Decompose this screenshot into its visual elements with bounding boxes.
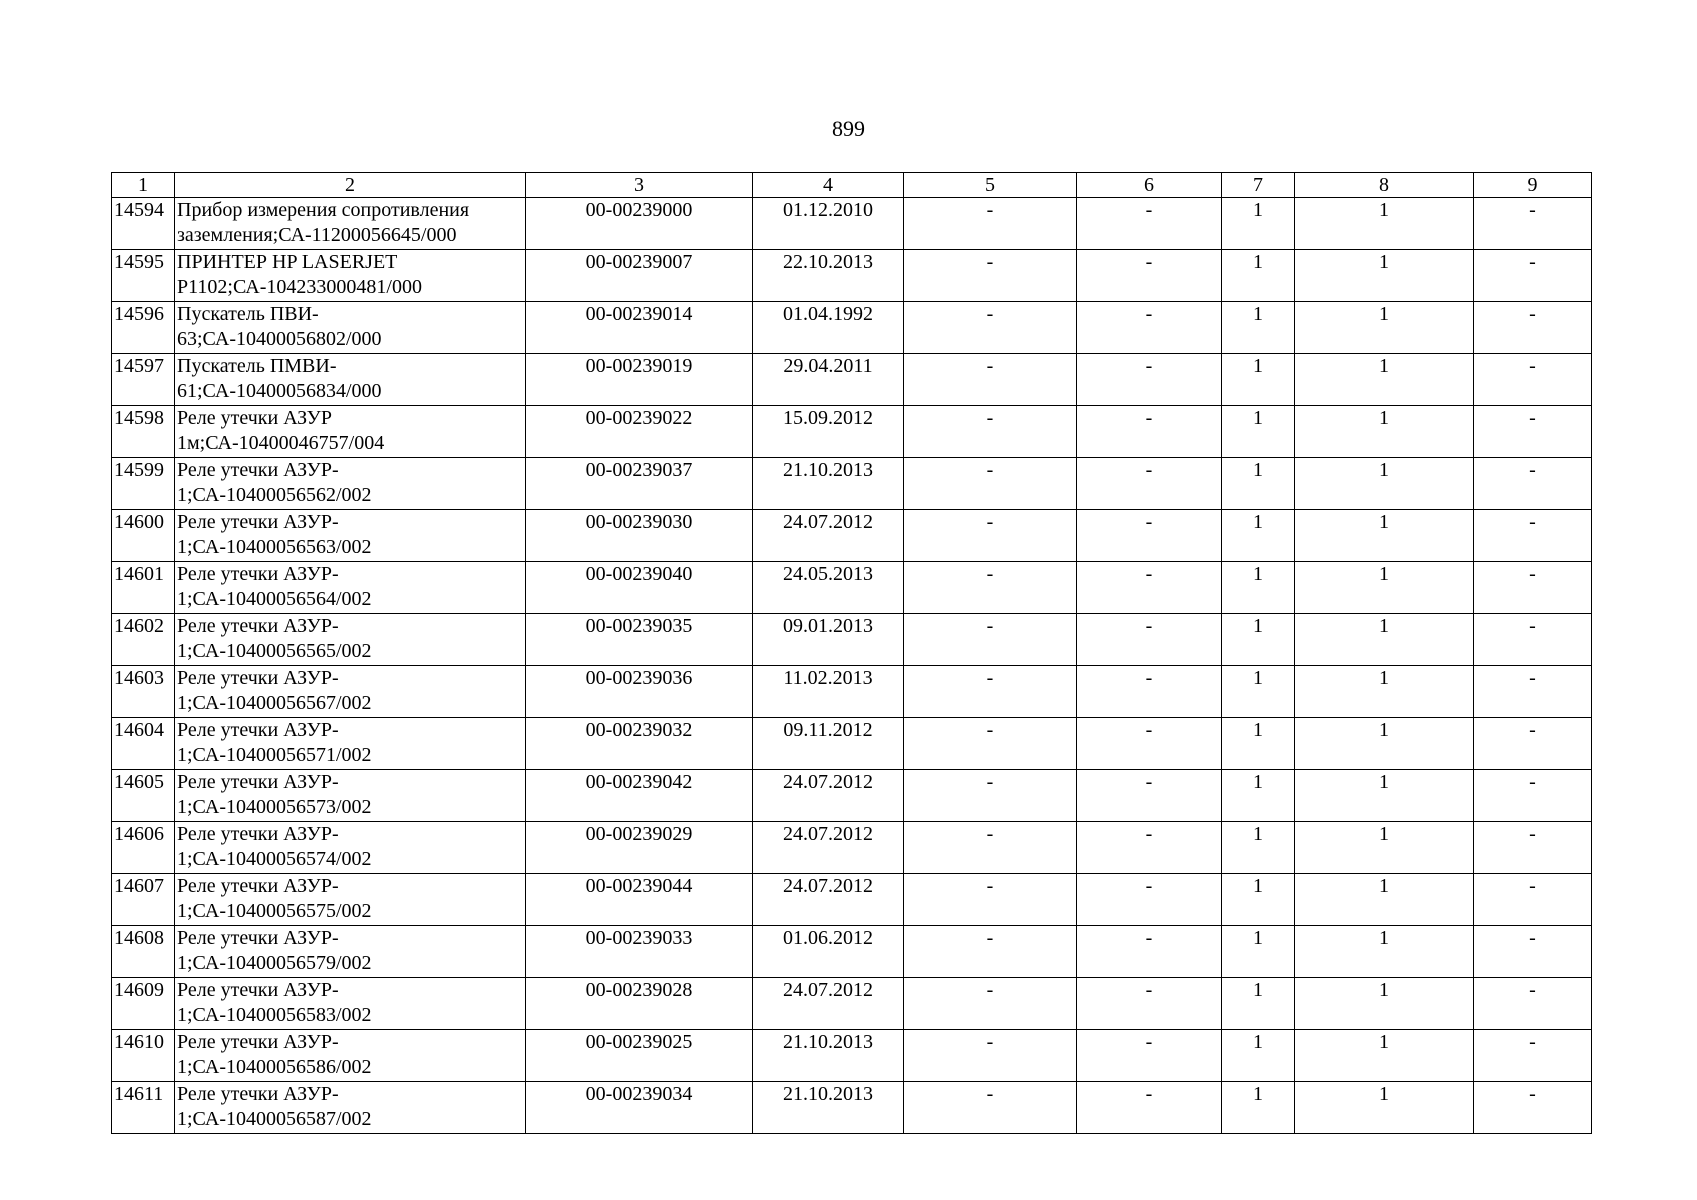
item-name-line: Реле утечки АЗУР- (177, 771, 339, 793)
item-name-line: 1;СА-10400056583/002 (177, 1004, 372, 1026)
cell-col9: - (1474, 354, 1592, 406)
cell-date: 29.04.2011 (753, 354, 904, 406)
cell-col5: - (904, 926, 1077, 978)
table-row (112, 874, 1592, 926)
cell-col8: 1 (1295, 406, 1474, 458)
cell-date: 09.01.2013 (753, 614, 904, 666)
cell-inventory-code: 00-00239014 (526, 302, 753, 354)
cell-col6: - (1077, 458, 1222, 510)
cell-date: 21.10.2013 (753, 1030, 904, 1082)
cell-row-number: 14601 (112, 562, 175, 614)
item-name-line: 1;СА-10400056565/002 (177, 640, 372, 662)
item-name-line: заземления;СА-11200056645/000 (177, 224, 457, 246)
item-name-line: 61;СА-10400056834/000 (177, 380, 382, 402)
cell-col7: 1 (1222, 198, 1295, 250)
cell-col5: - (904, 354, 1077, 406)
cell-col6: - (1077, 406, 1222, 458)
cell-col5: - (904, 1082, 1077, 1134)
cell-col5: - (904, 978, 1077, 1030)
cell-inventory-code: 00-00239044 (526, 874, 753, 926)
table-row (112, 822, 1592, 874)
item-name-line: 1;СА-10400056571/002 (177, 744, 372, 766)
item-name-line: P1102;СА-104233000481/000 (177, 276, 422, 298)
cell-col6: - (1077, 822, 1222, 874)
item-name-line: 1;СА-10400056562/002 (177, 484, 372, 506)
cell-inventory-code: 00-00239035 (526, 614, 753, 666)
cell-row-number: 14595 (112, 250, 175, 302)
item-name-line: 1м;СА-10400046757/004 (177, 432, 385, 454)
cell-col6: - (1077, 614, 1222, 666)
item-name-line: Реле утечки АЗУР- (177, 667, 339, 689)
column-header: 1 (112, 173, 175, 198)
cell-col6: - (1077, 666, 1222, 718)
cell-col7: 1 (1222, 822, 1295, 874)
item-name-line: Реле утечки АЗУР- (177, 1031, 339, 1053)
cell-date: 01.04.1992 (753, 302, 904, 354)
table-row (112, 562, 1592, 614)
table-row (112, 458, 1592, 510)
cell-col5: - (904, 562, 1077, 614)
cell-col6: - (1077, 250, 1222, 302)
page-number: 899 (832, 116, 865, 141)
cell-col7: 1 (1222, 458, 1295, 510)
cell-item-name (175, 614, 526, 666)
cell-item-name (175, 822, 526, 874)
item-name-line: Пускатель ПВИ- (177, 303, 319, 325)
cell-row-number: 14610 (112, 1030, 175, 1082)
cell-row-number: 14609 (112, 978, 175, 1030)
table-row (112, 666, 1592, 718)
cell-item-name (175, 718, 526, 770)
cell-date: 24.07.2012 (753, 510, 904, 562)
cell-col7: 1 (1222, 250, 1295, 302)
cell-col7: 1 (1222, 978, 1295, 1030)
cell-row-number: 14608 (112, 926, 175, 978)
table-row (112, 510, 1592, 562)
cell-col5: - (904, 718, 1077, 770)
cell-col5: - (904, 406, 1077, 458)
item-name-line: 1;СА-10400056586/002 (177, 1056, 372, 1078)
cell-date: 24.07.2012 (753, 978, 904, 1030)
cell-col9: - (1474, 406, 1592, 458)
cell-col9: - (1474, 770, 1592, 822)
cell-col9: - (1474, 510, 1592, 562)
cell-date: 01.06.2012 (753, 926, 904, 978)
column-header: 3 (526, 173, 753, 198)
cell-row-number: 14611 (112, 1082, 175, 1134)
cell-item-name (175, 666, 526, 718)
table-row (112, 1030, 1592, 1082)
cell-col8: 1 (1295, 198, 1474, 250)
cell-col8: 1 (1295, 978, 1474, 1030)
cell-col5: - (904, 666, 1077, 718)
column-header: 4 (753, 173, 904, 198)
cell-col7: 1 (1222, 1030, 1295, 1082)
cell-inventory-code: 00-00239000 (526, 198, 753, 250)
cell-row-number: 14596 (112, 302, 175, 354)
item-name-line: Реле утечки АЗУР- (177, 511, 339, 533)
cell-date: 21.10.2013 (753, 1082, 904, 1134)
item-name-line: Реле утечки АЗУР- (177, 979, 339, 1001)
cell-inventory-code: 00-00239028 (526, 978, 753, 1030)
cell-col8: 1 (1295, 874, 1474, 926)
cell-col5: - (904, 302, 1077, 354)
table-row (112, 406, 1592, 458)
item-name-line: Реле утечки АЗУР (177, 407, 332, 429)
cell-col5: - (904, 510, 1077, 562)
cell-inventory-code: 00-00239033 (526, 926, 753, 978)
cell-item-name (175, 562, 526, 614)
cell-col9: - (1474, 250, 1592, 302)
cell-col8: 1 (1295, 666, 1474, 718)
cell-col6: - (1077, 1030, 1222, 1082)
cell-col6: - (1077, 510, 1222, 562)
item-name-line: 1;СА-10400056587/002 (177, 1108, 372, 1130)
table-row (112, 770, 1592, 822)
cell-col8: 1 (1295, 926, 1474, 978)
cell-col9: - (1474, 614, 1592, 666)
item-name-line: Пускатель ПМВИ- (177, 355, 337, 377)
cell-col6: - (1077, 926, 1222, 978)
table-row (112, 926, 1592, 978)
cell-col8: 1 (1295, 718, 1474, 770)
cell-col9: - (1474, 302, 1592, 354)
cell-col7: 1 (1222, 562, 1295, 614)
cell-col7: 1 (1222, 302, 1295, 354)
table-row (112, 718, 1592, 770)
item-name-line: Реле утечки АЗУР- (177, 719, 339, 741)
column-header: 8 (1295, 173, 1474, 198)
cell-col8: 1 (1295, 302, 1474, 354)
cell-date: 22.10.2013 (753, 250, 904, 302)
cell-date: 09.11.2012 (753, 718, 904, 770)
cell-col5: - (904, 874, 1077, 926)
item-name-line: 1;СА-10400056563/002 (177, 536, 372, 558)
cell-col9: - (1474, 822, 1592, 874)
cell-col8: 1 (1295, 770, 1474, 822)
cell-inventory-code: 00-00239030 (526, 510, 753, 562)
cell-inventory-code: 00-00239034 (526, 1082, 753, 1134)
cell-item-name (175, 406, 526, 458)
cell-inventory-code: 00-00239019 (526, 354, 753, 406)
cell-col6: - (1077, 770, 1222, 822)
cell-item-name (175, 302, 526, 354)
cell-col7: 1 (1222, 510, 1295, 562)
cell-date: 15.09.2012 (753, 406, 904, 458)
item-name-line: Реле утечки АЗУР- (177, 615, 339, 637)
cell-row-number: 14606 (112, 822, 175, 874)
cell-inventory-code: 00-00239037 (526, 458, 753, 510)
cell-item-name (175, 874, 526, 926)
cell-col7: 1 (1222, 614, 1295, 666)
cell-row-number: 14605 (112, 770, 175, 822)
cell-inventory-code: 00-00239007 (526, 250, 753, 302)
cell-row-number: 14597 (112, 354, 175, 406)
cell-item-name (175, 1082, 526, 1134)
cell-col7: 1 (1222, 770, 1295, 822)
cell-row-number: 14603 (112, 666, 175, 718)
item-name-line: 1;СА-10400056575/002 (177, 900, 372, 922)
cell-col6: - (1077, 562, 1222, 614)
item-name-line: 63;СА-10400056802/000 (177, 328, 382, 350)
item-name-line: Прибор измерения сопротивления (177, 199, 470, 221)
column-header: 6 (1077, 173, 1222, 198)
table-row (112, 354, 1592, 406)
cell-col6: - (1077, 354, 1222, 406)
cell-col8: 1 (1295, 562, 1474, 614)
cell-col9: - (1474, 718, 1592, 770)
table-row (112, 302, 1592, 354)
cell-col5: - (904, 198, 1077, 250)
cell-col9: - (1474, 666, 1592, 718)
table-row (112, 250, 1592, 302)
cell-col9: - (1474, 1082, 1592, 1134)
cell-col9: - (1474, 562, 1592, 614)
cell-item-name (175, 198, 526, 250)
column-header: 9 (1474, 173, 1592, 198)
cell-date: 24.07.2012 (753, 822, 904, 874)
cell-col6: - (1077, 198, 1222, 250)
cell-col7: 1 (1222, 718, 1295, 770)
item-name-line: 1;СА-10400056574/002 (177, 848, 372, 870)
item-name-line: Реле утечки АЗУР- (177, 927, 339, 949)
cell-col6: - (1077, 874, 1222, 926)
cell-row-number: 14600 (112, 510, 175, 562)
item-name-line: Реле утечки АЗУР- (177, 459, 339, 481)
cell-item-name (175, 926, 526, 978)
item-name-line: Реле утечки АЗУР- (177, 875, 339, 897)
item-name-line: Реле утечки АЗУР- (177, 823, 339, 845)
cell-row-number: 14602 (112, 614, 175, 666)
cell-col8: 1 (1295, 1082, 1474, 1134)
cell-item-name (175, 458, 526, 510)
cell-item-name (175, 250, 526, 302)
cell-col9: - (1474, 926, 1592, 978)
cell-col6: - (1077, 978, 1222, 1030)
cell-inventory-code: 00-00239032 (526, 718, 753, 770)
table-row (112, 1082, 1592, 1134)
cell-col8: 1 (1295, 510, 1474, 562)
item-name-line: Реле утечки АЗУР- (177, 1083, 339, 1105)
table-row (112, 198, 1592, 250)
cell-col7: 1 (1222, 1082, 1295, 1134)
cell-col9: - (1474, 978, 1592, 1030)
item-name-line: ПРИНТЕР HP LASERJET (177, 251, 398, 273)
cell-date: 11.02.2013 (753, 666, 904, 718)
column-header: 5 (904, 173, 1077, 198)
cell-date: 24.05.2013 (753, 562, 904, 614)
cell-row-number: 14599 (112, 458, 175, 510)
cell-col5: - (904, 250, 1077, 302)
cell-col7: 1 (1222, 926, 1295, 978)
cell-row-number: 14594 (112, 198, 175, 250)
cell-col5: - (904, 770, 1077, 822)
column-header: 2 (175, 173, 526, 198)
cell-item-name (175, 770, 526, 822)
cell-date: 01.12.2010 (753, 198, 904, 250)
cell-col7: 1 (1222, 666, 1295, 718)
cell-col9: - (1474, 198, 1592, 250)
cell-date: 24.07.2012 (753, 770, 904, 822)
cell-col8: 1 (1295, 822, 1474, 874)
cell-item-name (175, 1030, 526, 1082)
item-name-line: 1;СА-10400056579/002 (177, 952, 372, 974)
item-name-line: 1;СА-10400056564/002 (177, 588, 372, 610)
column-header: 7 (1222, 173, 1295, 198)
cell-inventory-code: 00-00239040 (526, 562, 753, 614)
inventory-table (111, 172, 1592, 1134)
cell-inventory-code: 00-00239042 (526, 770, 753, 822)
cell-item-name (175, 354, 526, 406)
table-row (112, 978, 1592, 1030)
cell-col8: 1 (1295, 354, 1474, 406)
cell-col6: - (1077, 718, 1222, 770)
cell-col8: 1 (1295, 458, 1474, 510)
cell-col5: - (904, 822, 1077, 874)
cell-col5: - (904, 614, 1077, 666)
cell-date: 21.10.2013 (753, 458, 904, 510)
cell-inventory-code: 00-00239025 (526, 1030, 753, 1082)
cell-inventory-code: 00-00239029 (526, 822, 753, 874)
cell-inventory-code: 00-00239036 (526, 666, 753, 718)
cell-col9: - (1474, 458, 1592, 510)
cell-col8: 1 (1295, 614, 1474, 666)
item-name-line: 1;СА-10400056573/002 (177, 796, 372, 818)
cell-col5: - (904, 458, 1077, 510)
cell-col6: - (1077, 302, 1222, 354)
cell-col9: - (1474, 1030, 1592, 1082)
cell-inventory-code: 00-00239022 (526, 406, 753, 458)
item-name-line: Реле утечки АЗУР- (177, 563, 339, 585)
cell-row-number: 14607 (112, 874, 175, 926)
cell-col8: 1 (1295, 1030, 1474, 1082)
cell-item-name (175, 978, 526, 1030)
cell-date: 24.07.2012 (753, 874, 904, 926)
cell-col7: 1 (1222, 354, 1295, 406)
cell-col7: 1 (1222, 874, 1295, 926)
cell-col5: - (904, 1030, 1077, 1082)
item-name-line: 1;СА-10400056567/002 (177, 692, 372, 714)
cell-col6: - (1077, 1082, 1222, 1134)
cell-item-name (175, 510, 526, 562)
cell-col8: 1 (1295, 250, 1474, 302)
table-row (112, 614, 1592, 666)
cell-row-number: 14604 (112, 718, 175, 770)
cell-row-number: 14598 (112, 406, 175, 458)
header-row (112, 173, 1592, 198)
cell-col9: - (1474, 874, 1592, 926)
cell-col7: 1 (1222, 406, 1295, 458)
